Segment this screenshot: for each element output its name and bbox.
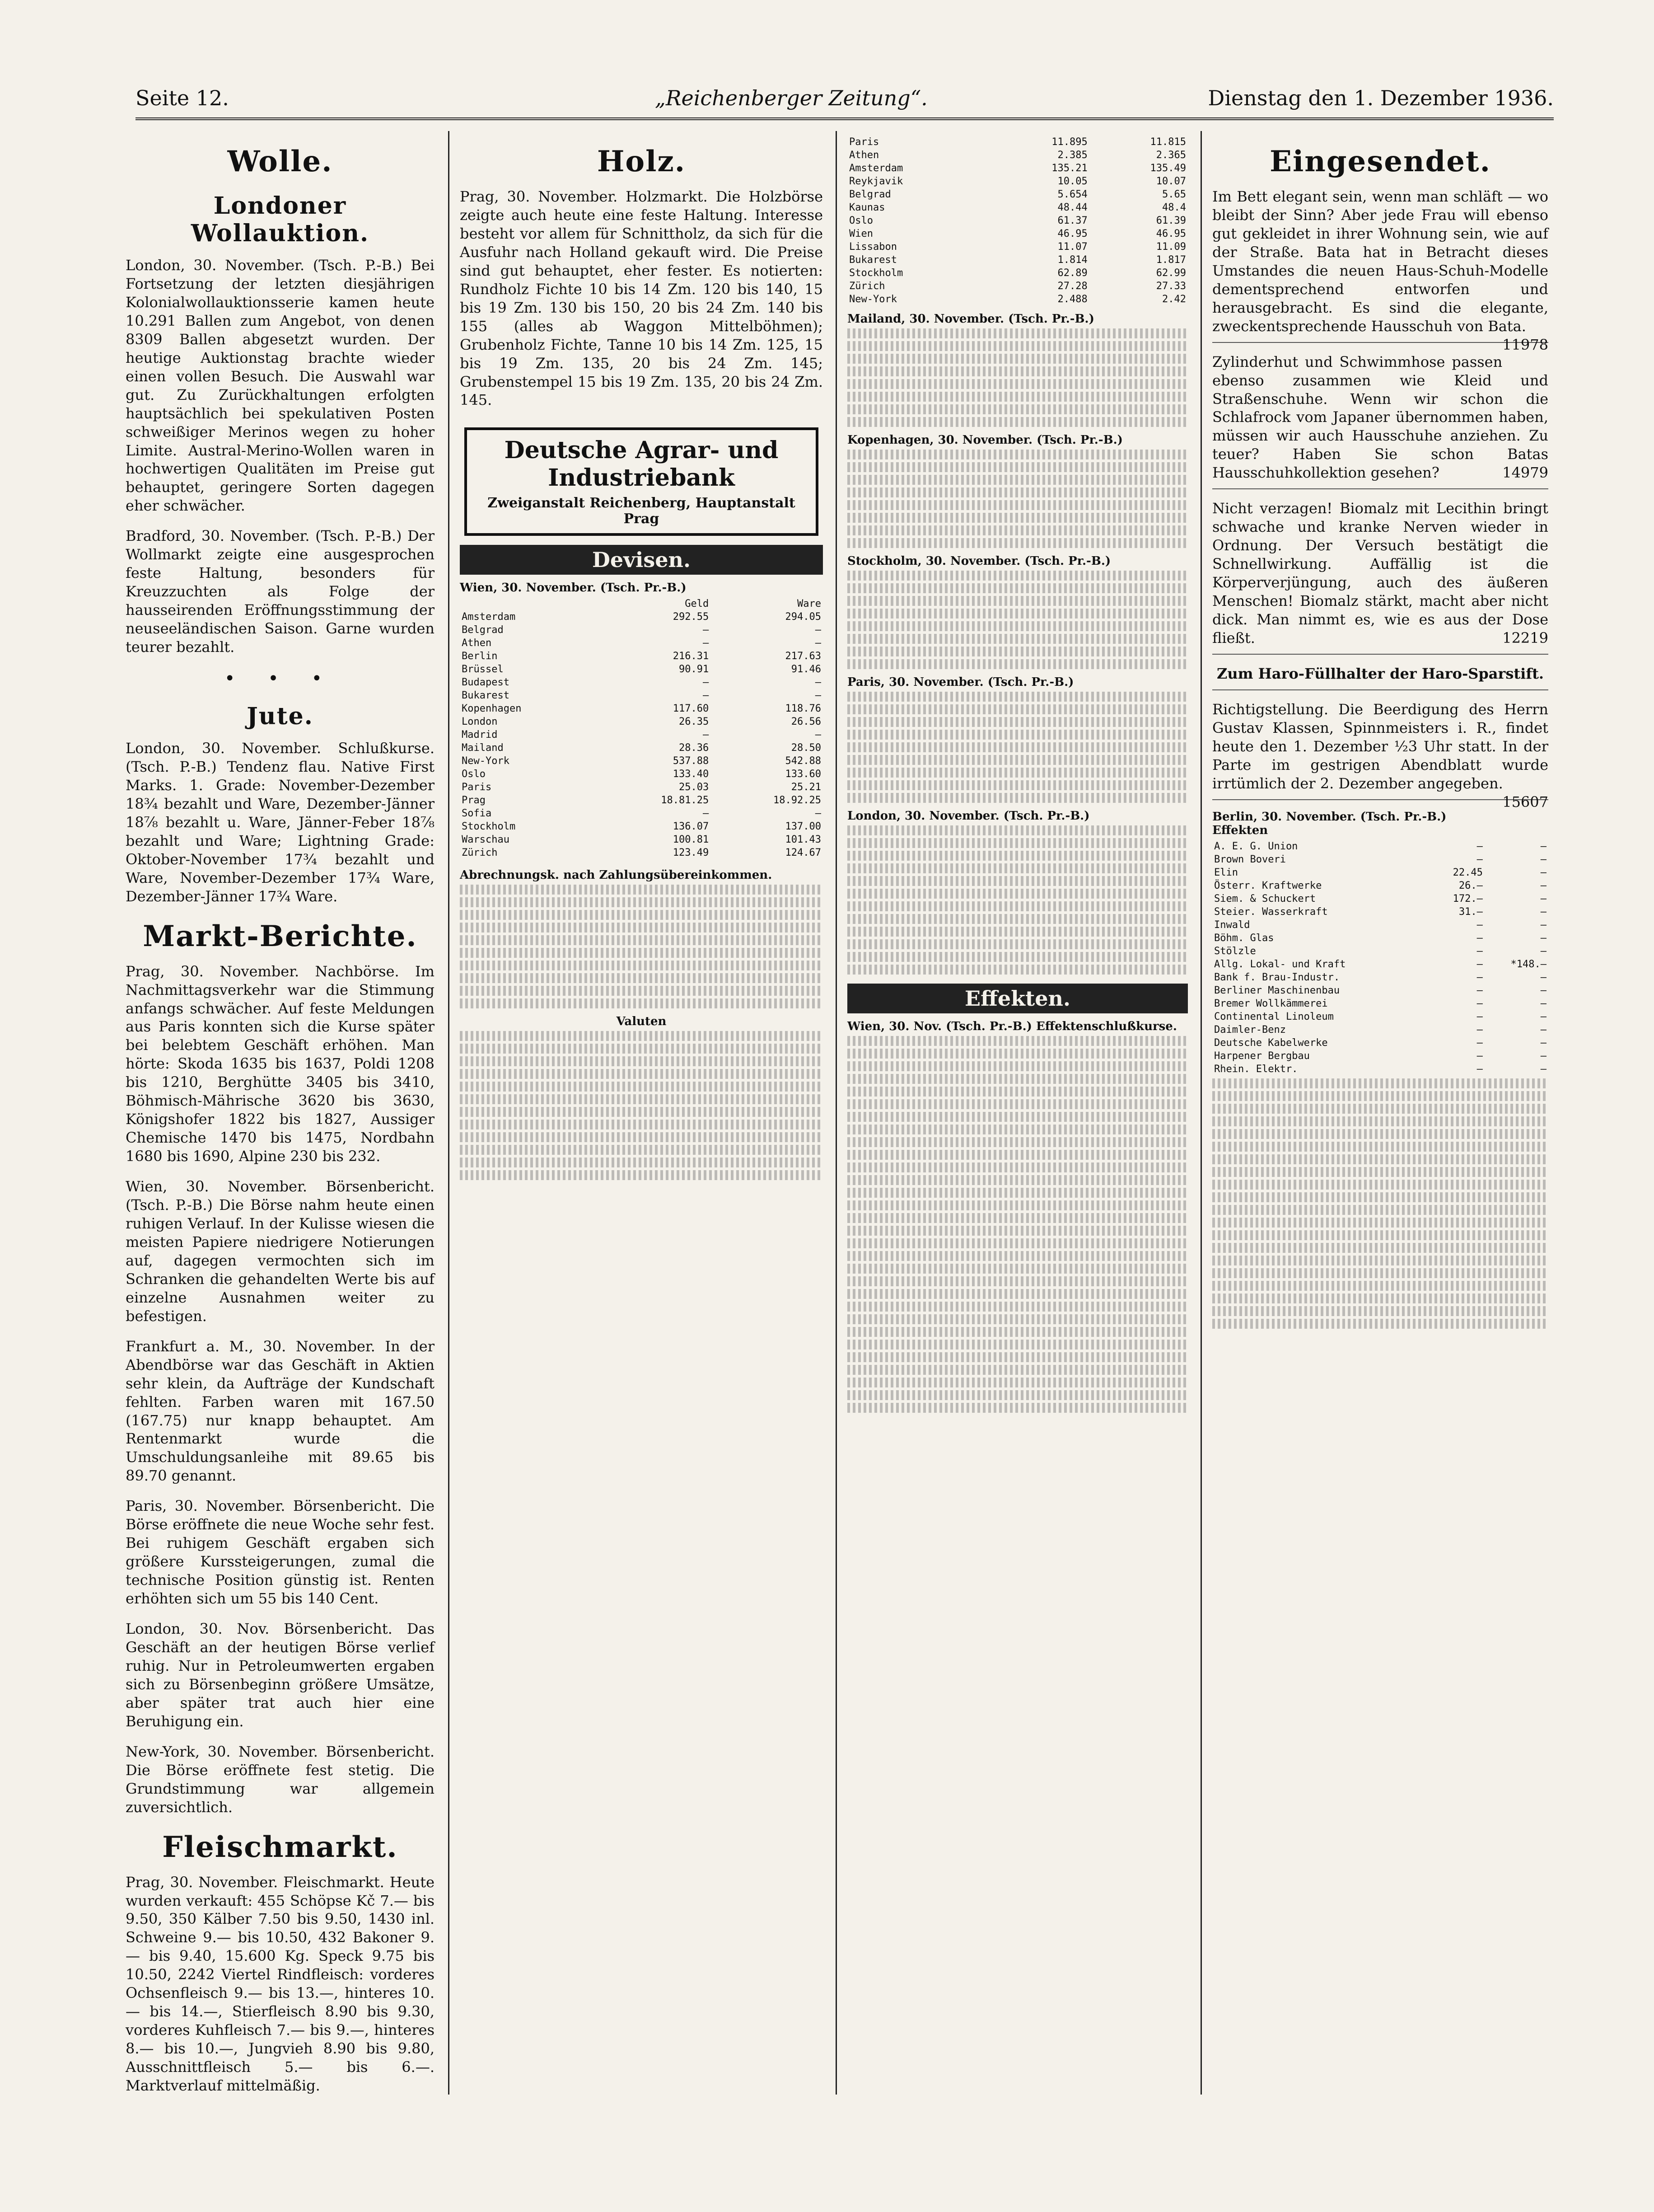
article-frankfurt: Frankfurt a. M., 30. November. In der Abendbörse war das Geschäft in Aktien sehr klein, da Aufträge der Kundschaft fehlten. Farben waren mit 167.50 (167.75) nur knapp behauptet. Am Rentenmarkt wurde die Umschuldungsanleihe mit 89.65 bis 89.70 genannt. bbox=[126, 1337, 435, 1485]
value-ware: 25.21 bbox=[791, 782, 821, 793]
table-row bbox=[847, 201, 1188, 214]
table-row bbox=[460, 768, 823, 781]
notice-text: Zylinderhut und Schwimmhose passen ebenso zusammen wie Kleid und Straßenschuhe. Wenn wir schon die Schlafrock vom Japaner übernommen haben, müssen wir auch Hausschuhe anziehen. Zu teuer? Haben Sie schon Batas Hausschuhkollektion gesehen? bbox=[1212, 353, 1548, 482]
value-ware: 62.99 bbox=[1156, 267, 1186, 279]
kopenhagen-table bbox=[847, 450, 1188, 548]
value-ware: 124.67 bbox=[785, 847, 821, 859]
value-geld: — bbox=[1476, 919, 1483, 931]
row-label: Amsterdam bbox=[849, 163, 903, 174]
valuten-heading: Valuten bbox=[616, 1015, 667, 1029]
page-number: Seite 12. bbox=[135, 86, 229, 110]
value-ware: 91.46 bbox=[791, 664, 821, 675]
value-ware: — bbox=[815, 637, 821, 649]
row-label: Zürich bbox=[462, 847, 498, 859]
clearing-heading: Abrechnungsk. nach Zahlungsübereinkommen. bbox=[460, 868, 772, 882]
value-geld: 292.55 bbox=[673, 611, 709, 623]
masthead bbox=[135, 86, 1554, 120]
article-prag-nachboerse: Prag, 30. November. Nachbörse. Im Nachmittagsverkehr war die Stimmung anfangs schwächer. Auf feste Meldungen aus Paris konnten sich die Kurse später bei belebtem Geschäft erhöhen. Man hörte: Skoda 1635 bis 1637, Poldi 1208 bis 1210, Berghütte 3405 bis 3410, Böhmisch-Mährische 3620 bis 3630, Königshofer 1822 bis 1827, Aussiger Chemische 1470 bis 1475, Nordbahn 1680 bis 1690, Alpine 230 bis 232. bbox=[126, 962, 435, 1165]
value-geld: 11.895 bbox=[1051, 136, 1088, 148]
article-paris-boersenbericht: Paris, 30. November. Börsenbericht. Die Börse eröffnete die neue Woche sehr fest. Bei ruhigem Geschäft ergaben sich größere Kurssteigerungen, zumal die technische Position günstig ist. Renten erhöhten sich um 55 bis 140 Cent. bbox=[126, 1497, 435, 1607]
table-row bbox=[847, 293, 1188, 306]
value-ware: 542.88 bbox=[785, 755, 821, 767]
row-label: Lissabon bbox=[849, 241, 897, 253]
devisen-heading: Wien, 30. November. (Tsch. Pr.-B.) bbox=[460, 581, 687, 595]
row-label: Harpener Bergbau bbox=[1214, 1050, 1310, 1062]
row-label: Brüssel bbox=[462, 664, 504, 675]
notice-code: 15607 bbox=[1502, 793, 1548, 811]
value-ware: — bbox=[815, 624, 821, 636]
value-geld: 5.654 bbox=[1057, 189, 1088, 200]
row-label: Bremer Wollkämmerei bbox=[1214, 998, 1328, 1009]
notice-text: Nicht verzagen! Biomalz mit Lecithin bringt schwache und kranke Nerven wieder in Ordnung. Der Versuch bestätigt die Schnellwirkung. Auffällig ist die Körperverjüngung, auch des äußeren Menschen! Biomalz stärkt, macht aber nicht dick. Man nimmt es, wie es aus der Dose fließt. bbox=[1212, 500, 1548, 647]
section-title-eingesendet: Eingesendet. bbox=[1270, 145, 1491, 178]
row-label: Brown Boveri bbox=[1214, 853, 1286, 865]
article-bradford-wool: Bradford, 30. November. (Tsch. P.-B.) Der Wollmarkt zeigte eine ausgesprochen feste Haltung, besonders für Kreuzzuchten als Folge der hausseirenden Eröffnungsstimmung der neuseeländischen Saison. Garne wurden teurer bezahlt. bbox=[126, 527, 435, 656]
value-ware: — bbox=[1540, 971, 1547, 983]
table-row bbox=[460, 755, 823, 768]
section-title-devisen: Devisen. bbox=[460, 545, 823, 575]
exchange-table-top bbox=[847, 136, 1188, 306]
table-row bbox=[1212, 945, 1548, 958]
value-geld: — bbox=[1476, 1063, 1483, 1075]
row-label: Kaunas bbox=[849, 202, 885, 213]
row-label: Böhm. Glas bbox=[1214, 932, 1274, 944]
stockholm-heading: Stockholm, 30. November. (Tsch. Pr.-B.) bbox=[847, 554, 1111, 568]
notice-haro: Zum Haro-Füllhalter der Haro-Sparstift. bbox=[1212, 665, 1548, 690]
table-row bbox=[847, 240, 1188, 253]
value-ware: — bbox=[1540, 906, 1547, 918]
row-label: Reykjavik bbox=[849, 176, 903, 187]
row-label: Steier. Wasserkraft bbox=[1214, 906, 1328, 918]
row-label: Paris bbox=[849, 136, 879, 148]
table-row bbox=[847, 175, 1188, 188]
table-row bbox=[460, 650, 823, 663]
value-geld: — bbox=[1476, 1050, 1483, 1062]
value-geld: 26.— bbox=[1458, 880, 1483, 891]
table-row bbox=[460, 689, 823, 702]
table-row bbox=[1212, 879, 1548, 892]
row-label: Allg. Lokal- und Kraft bbox=[1214, 958, 1346, 970]
value-geld: — bbox=[703, 690, 709, 702]
article-newyork-boersenbericht: New-York, 30. November. Börsenbericht. Die Börse eröffnete fest stetig. Die Grundstimmung war allgemein zuversichtlich. bbox=[126, 1743, 435, 1816]
section-title-marktberichte: Markt-Berichte. bbox=[143, 919, 417, 953]
value-geld: 46.95 bbox=[1057, 228, 1088, 239]
value-geld: 48.44 bbox=[1057, 202, 1088, 213]
row-label: Siem. & Schuckert bbox=[1214, 893, 1316, 904]
row-label: Berlin bbox=[462, 651, 498, 662]
column-wool-and-markets bbox=[117, 131, 443, 2095]
table-row bbox=[1212, 958, 1548, 971]
row-label: Rhein. Elektr. bbox=[1214, 1063, 1298, 1075]
table-row bbox=[847, 188, 1188, 201]
notice-text: Im Bett elegant sein, wenn man schläft — wo bleibt der Sinn? Aber jede Frau will ebenso gut gekleidet in ihrer Wohnung sein, wie auf der Straße. Bata hat in Betracht dieses Umstandes die neuen Haus-Schuh-Modelle dementsprechend entworfen und herausgebracht. Es sind die elegante, zweckentsprechende Hausschuh von Bata. bbox=[1212, 188, 1548, 335]
value-ware: — bbox=[1540, 853, 1547, 865]
value-geld: 172.— bbox=[1453, 893, 1483, 904]
table-row bbox=[1212, 840, 1548, 853]
value-geld: 1.814 bbox=[1057, 254, 1088, 266]
row-label: Bukarest bbox=[462, 690, 509, 702]
mailand-table bbox=[847, 328, 1188, 427]
article-prag-holzmarkt: Prag, 30. November. Holzmarkt. Die Holzbörse zeigte auch heute eine feste Haltung. Interesse besteht vor allem für Schnittholz, da sich für die Ausfuhr nach Holland gekauft wird. Die Preise sind gut behauptet, eher fester. Es notierten: Rundholz Fichte 10 bis 14 Zm. 120 bis 140, 15 bis 19 Zm. 130 bis 150, 20 bis 24 Zm. 140 bis 155 (alles ab Waggon Mittelböhmen); Grubenholz Fichte, Tanne 10 bis 14 Zm. 125, 15 bis 19 Zm. 135, 20 bis 24 Zm. 145; Grubenstempel 15 bis 19 Zm. 135, 20 bis 24 Zm. 145. bbox=[460, 188, 823, 409]
value-geld: 28.36 bbox=[679, 742, 709, 754]
value-geld: 537.88 bbox=[673, 755, 709, 767]
value-ware: 28.50 bbox=[791, 742, 821, 754]
value-geld: 123.49 bbox=[673, 847, 709, 859]
table-row bbox=[847, 280, 1188, 293]
table-row bbox=[1212, 1023, 1548, 1036]
value-ware: 2.42 bbox=[1162, 294, 1186, 305]
value-geld: — bbox=[1476, 984, 1483, 996]
column-foreign-exchange-and-stocks bbox=[839, 131, 1196, 2095]
table-row bbox=[1212, 1050, 1548, 1063]
value-geld: 136.07 bbox=[673, 821, 709, 833]
row-label: London bbox=[462, 716, 498, 728]
value-geld: 2.385 bbox=[1057, 150, 1088, 161]
table-row bbox=[460, 781, 823, 794]
value-geld: — bbox=[703, 677, 709, 689]
stockholm-table bbox=[847, 571, 1188, 669]
section-divider: • • • bbox=[224, 668, 336, 689]
value-geld: — bbox=[1476, 998, 1483, 1009]
subsection-title-wollauktion: Londoner Wollauktion. bbox=[191, 192, 369, 247]
row-label: Prag bbox=[462, 795, 486, 806]
value-geld: 62.89 bbox=[1057, 267, 1088, 279]
column-rule bbox=[448, 131, 449, 2095]
value-geld: — bbox=[703, 729, 709, 741]
section-title-effekten: Effekten. bbox=[847, 984, 1188, 1013]
bank-name: Deutsche Agrar- und Industriebank bbox=[504, 436, 779, 492]
table-row bbox=[460, 623, 823, 637]
value-geld: — bbox=[1476, 971, 1483, 983]
value-ware: 101.43 bbox=[785, 834, 821, 846]
value-geld: 26.35 bbox=[679, 716, 709, 728]
value-ware: 5.65 bbox=[1162, 189, 1186, 200]
value-ware: 133.60 bbox=[785, 769, 821, 780]
value-geld: 117.60 bbox=[673, 703, 709, 715]
value-geld: 18.81.25 bbox=[661, 795, 709, 806]
value-ware: — bbox=[1540, 919, 1547, 931]
table-row bbox=[847, 136, 1188, 149]
mailand-heading: Mailand, 30. November. (Tsch. Pr.-B.) bbox=[847, 312, 1094, 326]
value-ware: — bbox=[1540, 1063, 1547, 1075]
table-row bbox=[460, 610, 823, 623]
row-label: Berliner Maschinenbau bbox=[1214, 984, 1340, 996]
row-label: Inwald bbox=[1214, 919, 1250, 931]
table-row bbox=[460, 702, 823, 715]
section-title-jute: Jute. bbox=[247, 703, 313, 731]
issue-date: Dienstag den 1. Dezember 1936. bbox=[1208, 86, 1554, 110]
value-ware: 137.00 bbox=[785, 821, 821, 833]
value-ware: — bbox=[815, 729, 821, 741]
value-geld: 133.40 bbox=[673, 769, 709, 780]
value-ware: 10.07 bbox=[1156, 176, 1186, 187]
row-label: Athen bbox=[849, 150, 879, 161]
value-geld: 100.81 bbox=[673, 834, 709, 846]
table-row bbox=[1212, 932, 1548, 945]
valuten-table bbox=[460, 1031, 823, 1180]
row-label: Amsterdam bbox=[462, 611, 516, 623]
value-geld: — bbox=[703, 624, 709, 636]
value-ware: — bbox=[1540, 840, 1547, 852]
clearing-table bbox=[460, 885, 823, 1008]
table-row bbox=[1212, 892, 1548, 905]
value-ware: — bbox=[815, 677, 821, 689]
article-london-jute: London, 30. November. Schlußkurse. (Tsch. P.-B.) Tendenz flau. Native First Marks. 1. Grade: November-Dezember 18¾ bezahlt und Ware, Dezember-Jänner 18⅞ bezahlt u. Ware, Jänner-Feber 18⅞ bezahlt und Ware; Lightning Grade: Oktober-November 17¾ bezahlt und Ware, November-Dezember 17¾ Ware, Dezember-Jänner 17¾ Ware. bbox=[126, 740, 435, 905]
row-label: Budapest bbox=[462, 677, 509, 689]
value-ware: — bbox=[1540, 932, 1547, 944]
column-header-ware: Ware bbox=[797, 598, 821, 610]
value-geld: — bbox=[703, 637, 709, 649]
row-label: Stockholm bbox=[849, 267, 903, 279]
row-label: New-York bbox=[849, 294, 897, 305]
row-label: New-York bbox=[462, 755, 509, 767]
value-ware: — bbox=[815, 808, 821, 820]
table-row bbox=[1212, 1010, 1548, 1023]
table-row bbox=[1212, 866, 1548, 879]
value-geld: — bbox=[703, 808, 709, 820]
table-row bbox=[1212, 853, 1548, 866]
value-ware: 2.365 bbox=[1156, 150, 1186, 161]
value-ware: 135.49 bbox=[1150, 163, 1186, 174]
row-label: Belgrad bbox=[462, 624, 504, 636]
row-label: Mailand bbox=[462, 742, 504, 754]
table-row bbox=[460, 741, 823, 755]
value-ware: — bbox=[1540, 945, 1547, 957]
berlin-stocks-more bbox=[1212, 1078, 1548, 1329]
notice-biomalz bbox=[1212, 499, 1548, 655]
row-label: Belgrad bbox=[849, 189, 891, 200]
notice-code: 12219 bbox=[1502, 629, 1548, 647]
kopenhagen-heading: Kopenhagen, 30. November. (Tsch. Pr.-B.) bbox=[847, 433, 1123, 447]
row-label: Österr. Kraftwerke bbox=[1214, 880, 1322, 891]
notice-bata-1 bbox=[1212, 187, 1548, 353]
berlin-heading: Berlin, 30. November. (Tsch. Pr.-B.) Effekten bbox=[1212, 810, 1447, 837]
value-geld: 27.28 bbox=[1057, 281, 1088, 292]
value-geld: 90.91 bbox=[679, 664, 709, 675]
bank-branch: Zweiganstalt Reichenberg, Hauptanstalt Prag bbox=[487, 495, 795, 527]
notice-text: Richtigstellung. Die Beerdigung des Herrn Gustav Klassen, Spinnmeisters i. R., findet heute den 1. Dezember ½3 Uhr statt. In der Parte im gestrigen Abendblatt wurde irrtümlich der 2. Dezember angegeben. bbox=[1212, 700, 1548, 792]
value-geld: 216.31 bbox=[673, 651, 709, 662]
value-geld: 25.03 bbox=[679, 782, 709, 793]
row-label: Oslo bbox=[849, 215, 873, 226]
table-row bbox=[847, 149, 1188, 162]
table-row bbox=[460, 807, 823, 820]
table-row bbox=[847, 267, 1188, 280]
row-label: A. E. G. Union bbox=[1214, 840, 1298, 852]
devisen-table bbox=[460, 597, 823, 859]
table-row bbox=[1212, 971, 1548, 984]
table-row bbox=[460, 663, 823, 676]
table-row bbox=[460, 715, 823, 728]
value-ware: 11.09 bbox=[1156, 241, 1186, 253]
notice-code: 14979 bbox=[1502, 464, 1548, 482]
table-row bbox=[460, 820, 823, 833]
value-ware: — bbox=[1540, 998, 1547, 1009]
effekten-heading: Wien, 30. Nov. (Tsch. Pr.-B.) Effektenschlußkurse. bbox=[847, 1020, 1177, 1033]
effekten-table bbox=[847, 1036, 1188, 1413]
row-label: Warschau bbox=[462, 834, 509, 846]
row-label: Bank f. Brau-Industr. bbox=[1214, 971, 1340, 983]
table-row bbox=[460, 794, 823, 807]
table-row bbox=[460, 637, 823, 650]
value-ware: 11.815 bbox=[1150, 136, 1186, 148]
row-label: Continental Linoleum bbox=[1214, 1011, 1334, 1022]
article-wien-boersenbericht: Wien, 30. November. Börsenbericht. (Tsch. P.-B.) Die Börse nahm heute einen ruhigen Verlauf. In der Kulisse wiesen die meisten Papiere niedrigere Notierungen auf, dagegen vermochten sich im Schranken die gehandelten Werte bis auf einzelne Ausnahmen weiter zu befestigen. bbox=[126, 1178, 435, 1325]
article-london-boersenbericht: London, 30. Nov. Börsenbericht. Das Geschäft an der heutigen Börse verlief ruhig. Nur in Petroleumwerten ergaben sich zu Börsenbeginn größere Umsätze, aber später trat auch hier eine Beruhigung ein. bbox=[126, 1620, 435, 1730]
value-ware: — bbox=[1540, 1011, 1547, 1022]
article-london-wool: London, 30. November. (Tsch. P.-B.) Bei Fortsetzung der letzten diesjährigen Kolonialwollauktionsserie kamen heute 10.291 Ballen zum Angebot, von denen 8309 Ballen abgesetzt wurden. Der heutige Auktionstag brachte wieder einen vollen Besuch. Die Auswahl war gut. Zu Zurückhaltungen erfolgten hauptsächlich bei spekulativen Posten schweißiger Merinos wegen zu hoher Limite. Austral-Merino-Wollen waren in hochwertigen Qualitäten im Preise gut behauptet, geringere Sorten dagegen eher schwächer. bbox=[126, 257, 435, 515]
row-label: Elin bbox=[1214, 867, 1238, 878]
value-ware: — bbox=[1540, 1050, 1547, 1062]
column-header-geld: Geld bbox=[685, 598, 709, 610]
column-wood-and-currencies bbox=[452, 131, 831, 2095]
table-row bbox=[460, 676, 823, 689]
row-label: Kopenhagen bbox=[462, 703, 522, 715]
value-ware: *148.— bbox=[1510, 958, 1547, 970]
table-row bbox=[1212, 1063, 1548, 1076]
value-ware: — bbox=[1540, 984, 1547, 996]
value-ware: — bbox=[1540, 1024, 1547, 1036]
value-geld: — bbox=[1476, 840, 1483, 852]
table-row bbox=[847, 214, 1188, 227]
value-geld: — bbox=[1476, 932, 1483, 944]
bank-advertisement bbox=[464, 427, 818, 536]
london-heading: London, 30. November. (Tsch. Pr.-B.) bbox=[847, 809, 1090, 823]
table-row bbox=[460, 846, 823, 859]
table-row bbox=[1212, 997, 1548, 1010]
value-ware: 61.39 bbox=[1156, 215, 1186, 226]
row-label: Stockholm bbox=[462, 821, 516, 833]
value-ware: 26.56 bbox=[791, 716, 821, 728]
row-label: Stölzle bbox=[1214, 945, 1256, 957]
value-ware: — bbox=[1540, 880, 1547, 891]
row-label: Madrid bbox=[462, 729, 498, 741]
value-ware: 118.76 bbox=[785, 703, 821, 715]
value-geld: 135.21 bbox=[1051, 163, 1088, 174]
table-row bbox=[460, 728, 823, 741]
row-label: Daimler-Benz bbox=[1214, 1024, 1286, 1036]
row-label: Wien bbox=[849, 228, 873, 239]
value-geld: 10.05 bbox=[1057, 176, 1088, 187]
column-rule bbox=[836, 131, 837, 2095]
value-ware: — bbox=[1540, 867, 1547, 878]
value-ware: — bbox=[1540, 893, 1547, 904]
table-row bbox=[1212, 919, 1548, 932]
london-table bbox=[847, 825, 1188, 975]
section-title-wolle: Wolle. bbox=[227, 145, 333, 178]
value-geld: 11.07 bbox=[1057, 241, 1088, 253]
value-geld: — bbox=[1476, 853, 1483, 865]
value-ware: 48.4 bbox=[1162, 202, 1186, 213]
notice-code: 11978 bbox=[1502, 336, 1548, 353]
section-title-holz: Holz. bbox=[597, 145, 686, 178]
value-ware: 217.63 bbox=[785, 651, 821, 662]
value-ware: 294.05 bbox=[785, 611, 821, 623]
value-ware: 18.92.25 bbox=[773, 795, 821, 806]
table-row bbox=[847, 253, 1188, 267]
value-ware: 1.817 bbox=[1156, 254, 1186, 266]
table-header-row bbox=[460, 597, 823, 610]
row-label: Deutsche Kabelwerke bbox=[1214, 1037, 1328, 1049]
newspaper-title: „Reichenberger Zeitung“. bbox=[655, 86, 928, 110]
row-label: Sofia bbox=[462, 808, 492, 820]
value-geld: — bbox=[1476, 1011, 1483, 1022]
value-geld: 22.45 bbox=[1453, 867, 1483, 878]
value-geld: 2.488 bbox=[1057, 294, 1088, 305]
article-prag-fleischmarkt: Prag, 30. November. Fleischmarkt. Heute wurden verkauft: 455 Schöpse Kč 7.— bis 9.50, 350 Kälber 7.50 bis 9.50, 1430 inl. Schweine 9.— bis 10.50, 432 Bakoner 9.— bis 9.40, 15.600 Kg. Speck 9.75 bis 10.50, 2242 Viertel Rindfleisch: vorderes Ochsenfleisch 9.— bis 13.—, hinteres 10.— bis 14.—, Stierfleisch 8.90 bis 9.30, vorderes Kuhfleisch 7.— bis 9.—, hinteres 8.— bis 10.—, Jungvieh 8.90 bis 9.80, Ausschnittfleisch 5.— bis 6.—. Marktverlauf mittelmäßig. bbox=[126, 1873, 435, 2095]
table-row bbox=[1212, 1036, 1548, 1050]
table-row bbox=[1212, 984, 1548, 997]
value-geld: — bbox=[1476, 1037, 1483, 1049]
paris-heading: Paris, 30. November. (Tsch. Pr.-B.) bbox=[847, 675, 1074, 689]
row-label: Bukarest bbox=[849, 254, 897, 266]
value-geld: — bbox=[1476, 958, 1483, 970]
berlin-stocks-table bbox=[1212, 840, 1548, 1076]
row-label: Paris bbox=[462, 782, 492, 793]
value-geld: 61.37 bbox=[1057, 215, 1088, 226]
table-row bbox=[847, 162, 1188, 175]
value-geld: — bbox=[1476, 945, 1483, 957]
value-geld: — bbox=[1476, 1024, 1483, 1036]
table-row bbox=[460, 833, 823, 846]
value-ware: 46.95 bbox=[1156, 228, 1186, 239]
value-ware: 27.33 bbox=[1156, 281, 1186, 292]
notice-bata-2 bbox=[1212, 353, 1548, 490]
row-label: Zürich bbox=[849, 281, 885, 292]
section-title-fleischmarkt: Fleischmarkt. bbox=[162, 1830, 398, 1864]
value-ware: — bbox=[1540, 1037, 1547, 1049]
column-eingesendet-and-berlin bbox=[1204, 131, 1556, 2095]
table-row bbox=[847, 227, 1188, 240]
value-geld: 31.— bbox=[1458, 906, 1483, 918]
value-ware: — bbox=[815, 690, 821, 702]
table-row bbox=[1212, 905, 1548, 919]
paris-table bbox=[847, 692, 1188, 803]
notice-correction bbox=[1212, 700, 1548, 811]
row-label: Athen bbox=[462, 637, 492, 649]
column-rule bbox=[1201, 131, 1202, 2095]
row-label: Oslo bbox=[462, 769, 486, 780]
